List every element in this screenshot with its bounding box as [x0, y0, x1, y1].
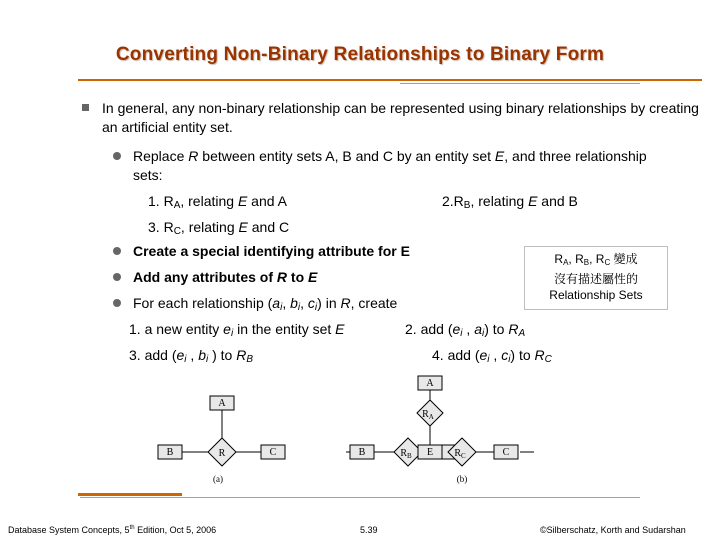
relationship-rb-label: $R_B$ — [400, 448, 412, 460]
step-new-entity: 1. a new entity $e_i$ in the entity set E — [129, 321, 345, 339]
diagram-a — [158, 396, 285, 484]
entity-b-label: B — [166, 447, 174, 458]
step-add-rc: 4. add ($e_i$ , $c_i$) to $R_C$ — [432, 347, 552, 365]
bullet-dot-icon — [113, 247, 121, 255]
sub-item-rc: 3. $R_C$, relating E and C — [148, 219, 290, 237]
note-line-1: $R_A$, $R_B$, $R_C$ 變成 — [554, 252, 638, 267]
footer-book: Database System Concepts, 5th Edition, Oct 5, 2006 — [8, 525, 217, 535]
footer-copyright: ©Silberschatz, Korth and Sudarshan — [540, 525, 686, 535]
entity-c-b-label: C — [502, 447, 510, 458]
relationship-r-label: R — [218, 448, 226, 459]
caption-a: (a) — [213, 474, 223, 484]
square-bullet-icon — [82, 104, 89, 111]
bullet-identifying-attribute: Create a special identifying attribute for E — [133, 243, 410, 259]
title-rule-thin — [400, 83, 640, 84]
bullet-replace: Replace R between entity sets A, B and C by an entity set E, and three relationship sets: — [133, 148, 647, 183]
relationship-rc-label: $R_C$ — [454, 448, 466, 460]
slide-title: Converting Non-Binary Relationships to Binary Form — [115, 44, 605, 65]
footer-rule-thin — [80, 497, 640, 498]
sub-item-ra: 1. $R_A$, relating E and A — [148, 193, 287, 211]
footer-page-number: 5.39 — [360, 525, 378, 535]
sub-item-rb: $2.R_B$, relating E and B — [442, 193, 578, 211]
bullet-dot-icon — [113, 152, 121, 160]
entity-a-label: A — [218, 398, 226, 409]
bullet-dot-icon — [113, 299, 121, 307]
bullet-dot-icon — [113, 273, 121, 281]
diagram-b — [346, 376, 534, 484]
entity-a-b-label: A — [426, 378, 434, 389]
caption-b: (b) — [456, 474, 468, 484]
step-add-ra: 2. add ($e_i$ , $a_i$) to $R_A$ — [405, 321, 526, 339]
relationship-ra-label: $R_A$ — [422, 409, 434, 421]
title-rule — [78, 79, 702, 81]
er-diagrams — [150, 370, 570, 490]
entity-b-b-label: B — [358, 447, 366, 458]
entity-c-label: C — [269, 447, 277, 458]
note-line-2: 沒有描述屬性的 — [553, 272, 638, 286]
bullet-add-attributes: Add any attributes of R to E — [133, 269, 318, 285]
entity-e-label: E — [426, 447, 434, 458]
bullet-for-each: For each relationship ($a_i$, $b_i$, $c_i$) in R, create — [133, 295, 398, 313]
intro-text: In general, any non-binary relationship can be represented using binary relationships by creating an artificial entity set. — [102, 100, 699, 135]
note-line-3: Relationship Sets — [549, 288, 643, 302]
footer-rule-thick — [78, 493, 182, 496]
step-add-rb: 3. add ($e_i$ , $b_i$ ) to $R_B$ — [129, 347, 254, 365]
annotation-note — [524, 246, 668, 310]
